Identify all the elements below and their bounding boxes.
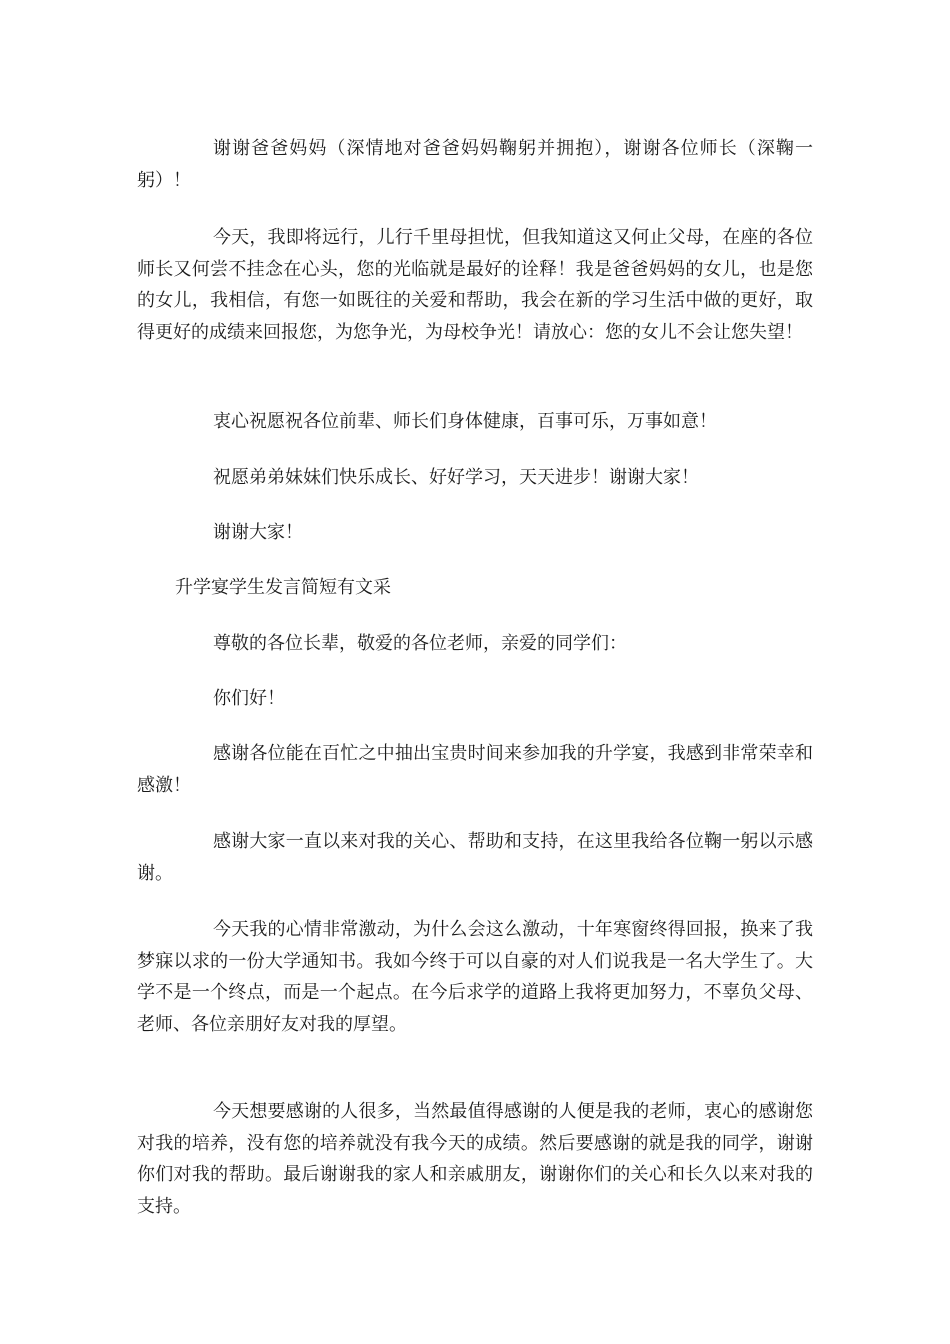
paragraph-wishes-siblings: 祝愿弟弟妹妹们快乐成长、好好学习，天天进步！谢谢大家！: [213, 467, 699, 488]
paragraph-thanks-support: 感谢大家一直以来对我的关心、帮助和支持，在这里我给各位鞠一躬以示感谢。: [137, 831, 813, 884]
paragraph-gratitude: 今天想要感谢的人很多，当然最值得感谢的人便是我的老师，衷心的感谢您对我的培养，没有您的培养就没有我今天的成绩。然后要感谢的就是我的同学，谢谢你们对我的帮助。最后谢谢我的家人和亲戚朋友，谢谢你们的关心和长久以来对我的支持。: [137, 1101, 813, 1217]
paragraph-thanks-attendance: 感谢各位能在百忙之中抽出宝贵时间来参加我的升学宴，我感到非常荣幸和感激！: [137, 743, 813, 796]
paragraph-thanks-all: 谢谢大家！: [213, 522, 303, 543]
paragraph-greeting: 尊敬的各位长辈，敬爱的各位老师，亲爱的同学们：: [213, 633, 627, 654]
paragraph-thanks-parents: 谢谢爸爸妈妈（深情地对爸爸妈妈鞠躬并拥抱），谢谢各位师长（深鞠一躬）！: [137, 138, 813, 191]
paragraph-excitement: 今天我的心情非常激动，为什么会这么激动，十年寒窗终得回报，换来了我梦寐以求的一份大学通知书。我如今终于可以自豪的对人们说我是一名大学生了。大学不是一个终点，而是一个起点。在今后求学的道路上我将更加努力，不辜负父母、老师、各位亲朋好友对我的厚望。: [137, 919, 813, 1035]
section-title: 升学宴学生发言简短有文采: [175, 577, 391, 598]
paragraph-wishes-elders: 衷心祝愿祝各位前辈、师长们身体健康，百事可乐，万事如意！: [213, 411, 717, 432]
paragraph-hello: 你们好！: [213, 688, 285, 709]
paragraph-departure: 今天，我即将远行，儿行千里母担忧，但我知道这又何止父母，在座的各位师长又何尝不挂念在心头，您的光临就是最好的诠释！我是爸爸妈妈的女儿，也是您的女儿，我相信，有您一如既往的关爱和帮助，我会在新的学习生活中做的更好，取得更好的成绩来回报您，为您争光，为母校争光！请放心：您的女儿不会让您失望！: [137, 227, 813, 343]
